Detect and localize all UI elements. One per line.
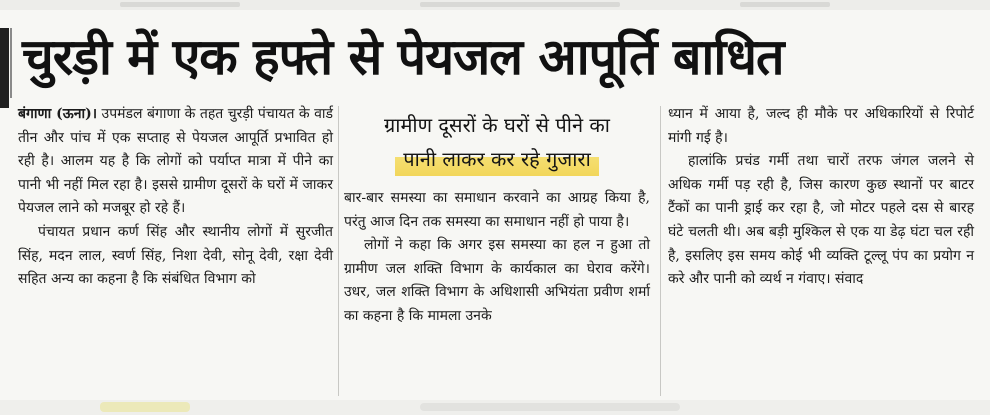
bottom-cropped-strip (0, 400, 990, 415)
paragraph: बार-बार समस्या का समाधान करवाने का आग्रह किया है, परंतु आज दिन तक समस्या का समाधान नहीं हो पाया है। (344, 190, 650, 230)
paragraph (18, 103, 333, 221)
paragraph: पंचायत प्रधान कर्ण सिंह और स्थानीय लोगों में सुरजीत सिंह, मदन लाल, स्वर्ण सिंह, निशा देवी, सोनू देवी, रक्षा देवी सहित अन्य का कहना है कि संबंधित विभाग को (18, 223, 333, 288)
top-cropped-strip (0, 0, 990, 10)
article-column-3 (668, 103, 974, 292)
paragraph: लोगों ने कहा कि अगर इस समस्या का हल न हुआ तो ग्रामीण जल शक्ति विभाग के कार्यकाल का घेराव करेंगे। उधर, जल शक्ति विभाग के अधिशासी अभियंता प्रवीण शर्मा का कहना है कि मामला उनके (344, 237, 650, 324)
paragraph-text: उपमंडल बंगाणा के तहत चुरड़ी पंचायत के वार्ड तीन और पांच में एक सप्ताह से पेयजल आपूर्ति प्रभावित हो रही है। आलम यह है कि लोगों को पर्याप्त मात्रा में पीने का पानी भी नहीं मिल रहा है। इससे ग्रामीण दूसरों के घरों में जाकर पेयजल लाने को मजबूर हो रहे हैं। (18, 106, 334, 217)
cropped-text-smudge (420, 403, 680, 411)
cropped-highlight-smudge (100, 402, 190, 412)
cropped-text-smudge (740, 2, 830, 7)
left-border-line (10, 28, 12, 98)
column-divider (660, 106, 661, 396)
subheadline-line-1: ग्रामीण दूसरों के घरों से पीने का (384, 113, 610, 137)
paragraph: ध्यान में आया है, जल्द ही मौके पर अधिकारियों से रिपोर्ट मांगी गई है। (668, 106, 974, 146)
column-divider (338, 106, 339, 396)
cropped-text-smudge (120, 2, 240, 7)
subheadline-line-2: पानी लाकर कर रहे गुजारा (395, 144, 599, 176)
subheadline-box (344, 106, 650, 182)
paragraph: हालांकि प्रचंड गर्मी तथा चारों तरफ जंगल जलने से अधिक गर्मी पड़ रही है, जिस कारण कुछ स्थानों पर बाटर टैंकों का पानी ड्राई कर रहा है, जो मोटर पहले दस से बारह घंटे चलती थी। अब बड़ी मुश्किल से एक या डेढ़ घंटा चल रही है, इसलिए इस समय कोई भी व्यक्ति टूल्लू पंप का प्रयोग न करे और पानी को व्यर्थ न गंवाए। संवाद (668, 153, 974, 288)
article-column-2 (344, 187, 650, 329)
article-column-1 (18, 103, 333, 292)
cropped-text-smudge (420, 2, 620, 7)
left-border-mark (0, 28, 9, 108)
article-headline: चुरड़ी में एक हफ्ते से पेयजल आपूर्ति बाधित (22, 28, 784, 86)
dateline: बंगाणा (ऊना)। (18, 106, 98, 122)
